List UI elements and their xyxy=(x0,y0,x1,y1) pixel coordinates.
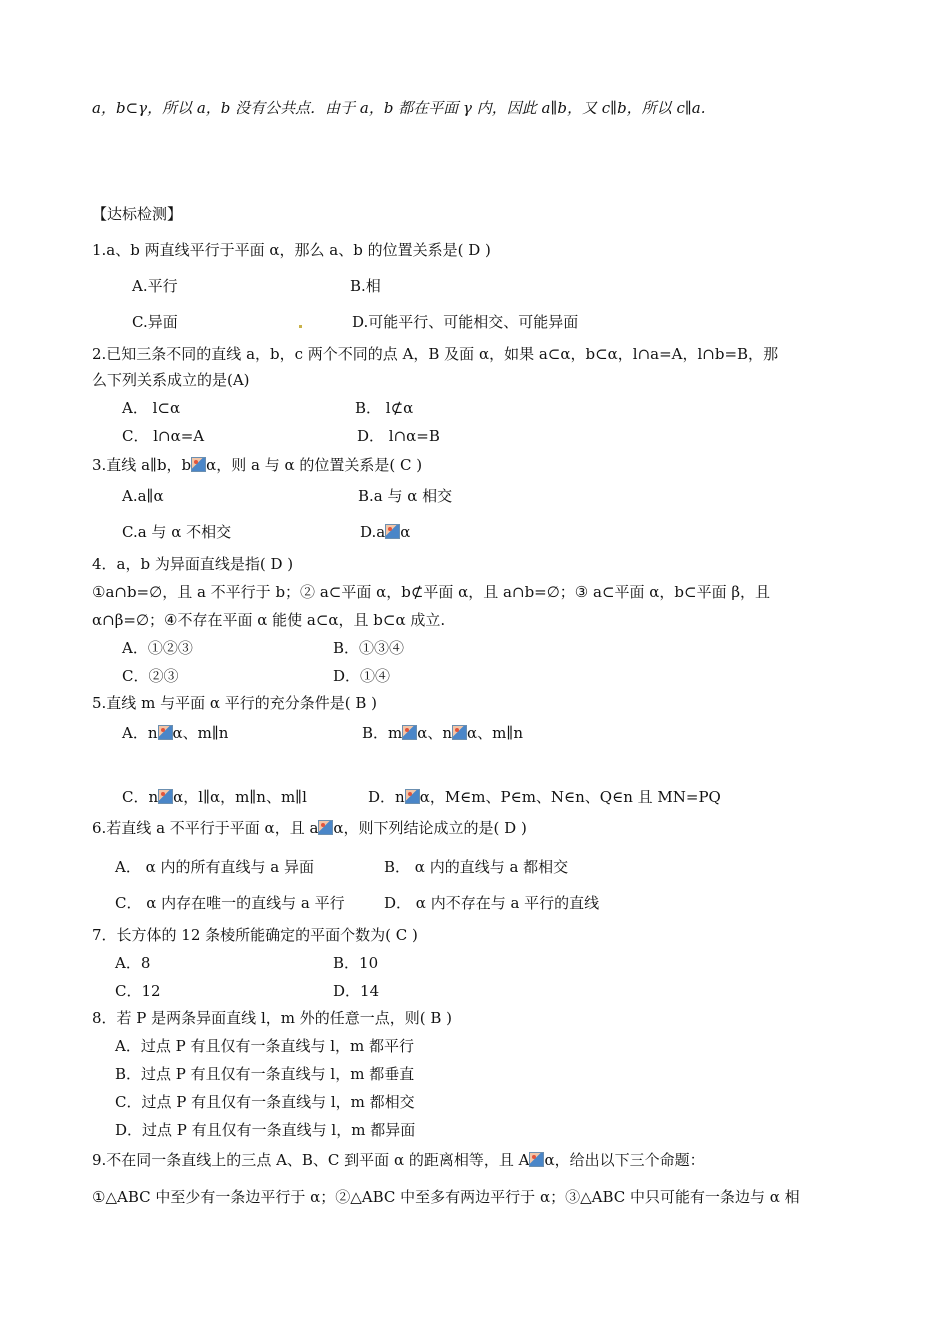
q2-option-b: B． l⊄α xyxy=(355,399,414,417)
q5-b-pre: B．m xyxy=(362,724,403,742)
q2-option-d: D． l∩α=B xyxy=(357,427,440,445)
q1-option-d: D.可能平行、可能相交、可能异面 xyxy=(352,313,579,331)
broken-image-icon xyxy=(405,789,420,804)
q7-option-a: A．8 xyxy=(115,954,151,972)
q5-d-pre: D．n xyxy=(368,788,405,806)
q4-option-c: C．②③ xyxy=(122,667,179,685)
q5-a-pre: A．n xyxy=(122,724,158,742)
q5-option-a xyxy=(122,723,228,743)
q5-option-b xyxy=(362,723,523,743)
q4-line1: ①a∩b=∅，且 a 不平行于 b；② a⊂平面 α，b⊄平面 α，且 a∩b=∅；③ a⊂平面 α，b⊂平面 β，且 xyxy=(92,583,771,601)
broken-image-icon xyxy=(529,1152,544,1167)
q6-option-a: A． α 内的所有直线与 a 异面 xyxy=(115,858,314,876)
q5-stem: 5.直线 m 与平面 α 平行的充分条件是( B ) xyxy=(92,694,378,712)
broken-image-icon xyxy=(385,524,400,539)
q9-line1: ①△ABC 中至少有一条边平行于 α；②△ABC 中至多有两边平行于 α；③△ABC 中只可能有一条边与 α 相 xyxy=(92,1188,800,1206)
q1-option-a: A.平行 xyxy=(132,277,178,295)
q5-b-mid: α、n xyxy=(417,724,453,742)
q3-stem xyxy=(92,455,422,475)
q6-stem-post: α，则下列结论成立的是( D ) xyxy=(333,819,527,837)
q1-stem: 1.a、b 两直线平行于平面 α，那么 a、b 的位置关系是( D ) xyxy=(92,241,491,259)
q6-stem xyxy=(92,818,527,838)
broken-image-icon xyxy=(191,457,206,472)
q5-c-pre: C．n xyxy=(122,788,159,806)
q3-option-b: B.a 与 α 相交 xyxy=(358,487,453,505)
q7-option-b: B．10 xyxy=(333,954,379,972)
q5-d-post: α，M∈m、P∈m、N∈n、Q∈n 且 MN=PQ xyxy=(419,788,721,806)
q2-stem-line2: 么下列关系成立的是(A) xyxy=(92,371,250,389)
q4-option-d: D．①④ xyxy=(333,667,391,685)
q8-option-a: A．过点 P 有且仅有一条直线与 l，m 都平行 xyxy=(115,1037,415,1055)
q1-option-b: B.相 xyxy=(350,277,381,295)
q7-option-d: D．14 xyxy=(333,982,380,1000)
q9-stem xyxy=(92,1150,705,1170)
q8-option-d: D．过点 P 有且仅有一条直线与 l，m 都异面 xyxy=(115,1121,416,1139)
q3-stem-post: α，则 a 与 α 的位置关系是( C ) xyxy=(206,456,423,474)
stray-dot xyxy=(299,325,302,328)
q3-option-d xyxy=(360,522,410,542)
q2-stem-line1: 2.已知三条不同的直线 a，b，c 两个不同的点 A，B 及面 α，如果 a⊂α，b⊂α，l∩a=A，l∩b=B，那 xyxy=(92,345,779,363)
q4-option-a: A．①②③ xyxy=(122,639,193,657)
q4-stem: 4．a，b 为异面直线是指( D ) xyxy=(92,555,294,573)
q2-option-c: C． l∩α=A xyxy=(122,427,205,445)
q5-option-c xyxy=(122,787,307,807)
q5-c-post: α，l∥α，m∥n、m∥l xyxy=(173,788,307,806)
broken-image-icon xyxy=(158,789,173,804)
broken-image-icon xyxy=(402,725,417,740)
intro-text: a，b⊂γ，所以 a，b 没有公共点．由于 a，b 都在平面 γ 内，因此 a∥b，又 c∥b，所以 c∥a. xyxy=(92,99,706,117)
q6-stem-pre: 6.若直线 a 不平行于平面 α，且 a xyxy=(92,819,319,837)
q7-option-c: C．12 xyxy=(115,982,161,1000)
q6-option-d: D． α 内不存在与 a 平行的直线 xyxy=(384,894,600,912)
q4-line2: α∩β=∅；④不存在平面 α 能使 a⊂α，且 b⊂α 成立. xyxy=(92,611,446,629)
q3-option-d-pre: D.a xyxy=(360,523,386,541)
q3-option-a: A.a∥α xyxy=(122,487,164,505)
broken-image-icon xyxy=(158,725,173,740)
section-title: 【达标检测】 xyxy=(92,205,183,223)
broken-image-icon xyxy=(452,725,467,740)
q4-option-b: B．①③④ xyxy=(333,639,405,657)
q6-option-c: C． α 内存在唯一的直线与 a 平行 xyxy=(115,894,345,912)
q3-option-d-post: α xyxy=(400,523,411,541)
q8-option-c: C．过点 P 有且仅有一条直线与 l，m 都相交 xyxy=(115,1093,415,1111)
q6-option-b: B． α 内的直线与 a 都相交 xyxy=(384,858,569,876)
q8-stem: 8．若 P 是两条异面直线 l，m 外的任意一点，则( B ) xyxy=(92,1009,452,1027)
q5-b-post: α、m∥n xyxy=(467,724,523,742)
q3-stem-pre: 3.直线 a∥b，b xyxy=(92,456,192,474)
q8-option-b: B．过点 P 有且仅有一条直线与 l，m 都垂直 xyxy=(115,1065,415,1083)
q9-stem-post: α，给出以下三个命题： xyxy=(544,1151,705,1169)
q5-option-d xyxy=(368,787,721,807)
q2-option-a: A． l⊂α xyxy=(122,399,181,417)
q1-option-c: C.异面 xyxy=(132,313,178,331)
q7-stem: 7．长方体的 12 条棱所能确定的平面个数为( C ) xyxy=(92,926,418,944)
q3-option-c: C.a 与 α 不相交 xyxy=(122,523,232,541)
broken-image-icon xyxy=(318,820,333,835)
q5-a-post: α、m∥n xyxy=(172,724,229,742)
q9-stem-pre: 9.不在同一条直线上的三点 A、B、C 到平面 α 的距离相等，且 A xyxy=(92,1151,530,1169)
